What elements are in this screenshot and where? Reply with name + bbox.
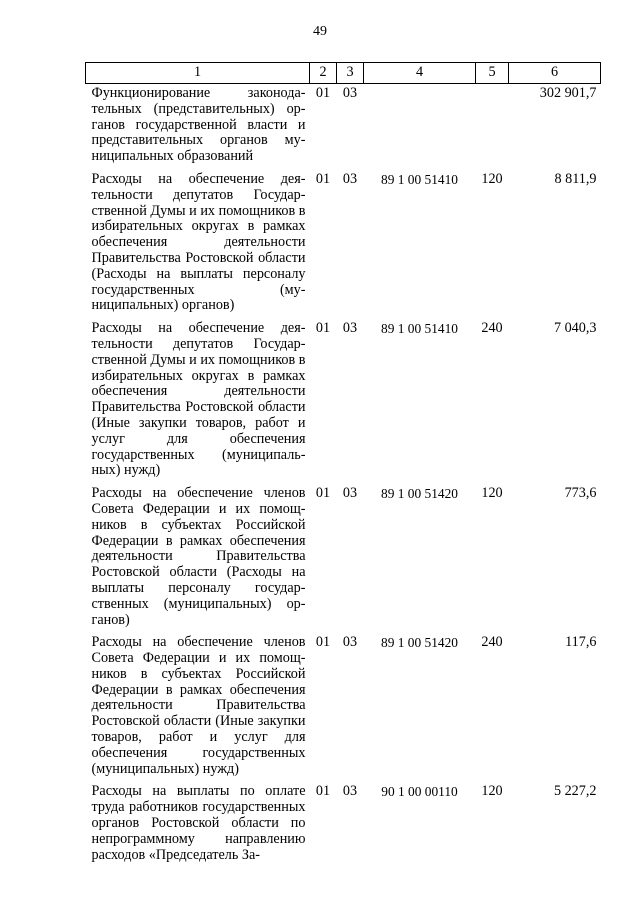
row-description: Расходы на выплаты по оплате труда работников государственных органов Ростовской области по непрограммному направлению расходов «Председатель За- — [91, 783, 306, 863]
row-expense-type: 240 — [481, 320, 503, 337]
table-row — [86, 84, 601, 165]
row-amount: 302 901,7 — [539, 85, 597, 101]
row-section: 01 — [315, 783, 331, 800]
row-amount: 7 040,3 — [553, 320, 597, 337]
column-header-6: 6 — [509, 63, 601, 84]
row-expense-type: 120 — [481, 783, 503, 800]
row-description: Расходы на обеспечение деятельности депутатов Государственной Думы и их помощников в избирательных округах в рамках обеспечения деятельности Правительства Ростовской области (Иные закупки товаров, работ и услуг для обеспечения государственных (муниципальных) нужд) — [91, 320, 306, 479]
row-section: 01 — [315, 85, 331, 101]
row-description: Расходы на обеспечение членов Совета Федерации и их помощников в субъектах Российской Федерации в рамках обеспечения деятельности Правительства Ростовской области (Расходы на выплаты персоналу государственных (муниципальных) органов) — [91, 485, 306, 628]
row-description: Функционирование законодательных (представительных) органов государственной власти и представительных органов муниципальных образований — [91, 85, 306, 165]
row-section: 01 — [315, 485, 331, 502]
row-amount: 117,6 — [565, 634, 597, 651]
column-header-2: 2 — [310, 63, 337, 84]
row-subsection: 03 — [342, 634, 358, 651]
row-expense-type: 240 — [481, 634, 503, 651]
row-section: 01 — [315, 634, 331, 651]
table-row — [86, 628, 601, 777]
row-amount: 773,6 — [564, 485, 597, 502]
column-header-3: 3 — [337, 63, 364, 84]
row-expense-type: 120 — [481, 170, 503, 187]
row-subsection: 03 — [342, 783, 358, 800]
row-description: Расходы на обеспечение деятельности депутатов Государственной Думы и их помощников в избирательных округах в рамках обеспечения деятельности Правительства Ростовской области (Расходы на выплаты персоналу государственных (муниципальных) органов) — [91, 170, 306, 314]
row-amount: 8 811,9 — [554, 170, 597, 187]
table-row — [86, 314, 601, 479]
row-target-code: 89 1 00 51410 — [381, 171, 458, 187]
row-subsection: 03 — [342, 170, 358, 187]
row-amount: 5 227,2 — [553, 783, 597, 800]
row-expense-type — [476, 84, 509, 165]
row-target-code — [364, 84, 476, 165]
table-row — [86, 479, 601, 628]
row-subsection: 03 — [342, 485, 358, 502]
row-target-code: 90 1 00 00110 — [381, 784, 458, 800]
row-target-code: 89 1 00 51420 — [381, 486, 458, 502]
row-description: Расходы на обеспечение членов Совета Федерации и их помощников в субъектах Российской Федерации в рамках обеспечения деятельности Правительства Ростовской области (Иные закупки товаров, работ и услуг для обеспечения государственных (муниципальных) нужд) — [91, 634, 306, 777]
table-header-row — [86, 63, 601, 84]
row-target-code: 89 1 00 51420 — [381, 635, 458, 651]
budget-table — [85, 62, 601, 863]
table-row — [86, 777, 601, 863]
row-section: 01 — [315, 170, 331, 187]
column-header-1: 1 — [86, 63, 310, 84]
row-target-code: 89 1 00 51410 — [381, 321, 458, 337]
table-row — [86, 165, 601, 314]
row-section: 01 — [315, 320, 331, 337]
page-number: 49 — [313, 24, 327, 39]
column-header-4: 4 — [364, 63, 476, 84]
row-subsection: 03 — [342, 320, 358, 337]
column-header-5: 5 — [476, 63, 509, 84]
row-subsection: 03 — [342, 85, 358, 101]
row-expense-type: 120 — [481, 485, 503, 502]
